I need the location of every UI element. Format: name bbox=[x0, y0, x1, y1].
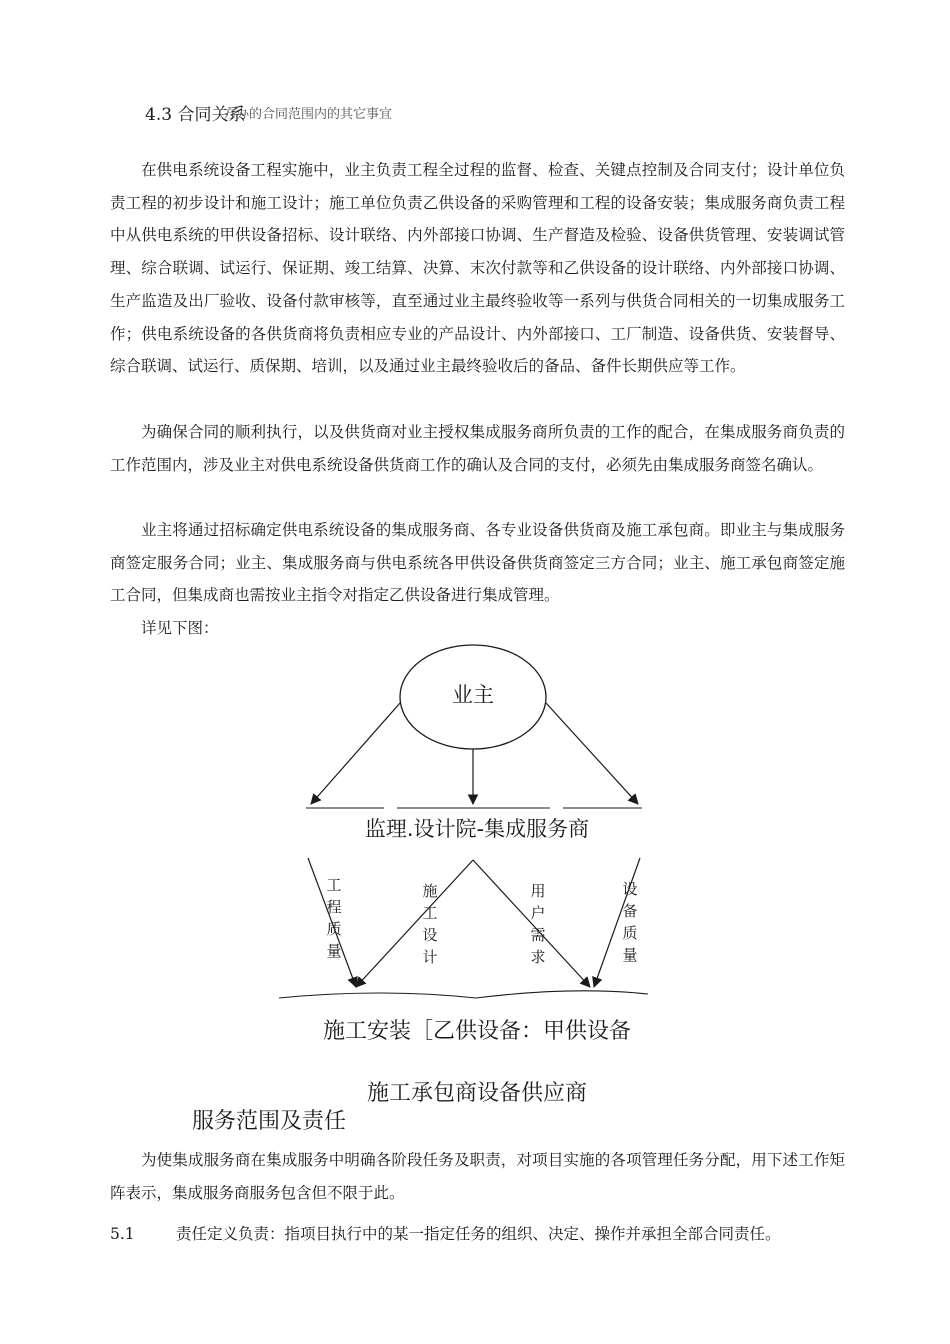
arrow-equipment-quality bbox=[594, 858, 640, 987]
svg-text:施: 施 bbox=[422, 882, 438, 900]
clause-text: 责任定义负责：指项目执行中的某一指定任务的组织、决定、操作并承担全部合同责任。 bbox=[176, 1225, 781, 1243]
svg-text:用: 用 bbox=[530, 882, 546, 900]
svg-text:设: 设 bbox=[422, 926, 438, 944]
arrow-user-demand bbox=[473, 860, 590, 987]
arrow-owner-to-integrator bbox=[546, 703, 638, 804]
svg-text:量: 量 bbox=[326, 942, 342, 960]
paragraph-service-intro: 为使集成服务商在集成服务中明确各阶段任务及职责，对项目实施的各项管理任务分配，用下述工作矩阵表示，集成服务商服务包含但不限于此。 bbox=[110, 1151, 845, 1202]
middle-row-label: 监理.设计院-集成服务商 bbox=[364, 817, 590, 841]
paragraph-confirmation: 为确保合同的顺利执行，以及供货商对业主授权集成服务商所负责的工作的配合，在集成服务商负责的工作范围内，涉及业主对供电系统设备供货商工作的确认及合同的支付，必须先由集成服务商签名确认。 bbox=[110, 423, 845, 474]
paragraph-responsibilities: 在供电系统设备工程实施中，业主负责工程全过程的监督、检查、关键点控制及合同支付；设计单位负责工程的初步设计和施工设计；施工单位负责乙供设备的采购管理和工程的设备安装；集成服务商负责工程中从供电系统的甲供设备招标、设计联络、内外部接口协调、生产督造及检验、设备供货管理、安装调试管理、综合联调、试运行、保证期、竣工结算、决算、末次付款等和乙供设备的设计联络、内外部接口协调、生产监造及出厂验收、设备付款审核等，直至通过业主最终验收等一系列与供货合同相关的一切集成服务工作；供电系统设备的各供货商将负责相应专业的产品设计、内外部接口、工厂制造、设备供货、安装督导、综合联调、试运行、质保期、培训，以及通过业主最终验收后的备品、备件长期供应等工作。 bbox=[110, 161, 845, 376]
svg-text:工: 工 bbox=[422, 904, 438, 922]
section-title: 服务范围及责任 bbox=[192, 1109, 347, 1134]
svg-text:程: 程 bbox=[326, 898, 342, 916]
heading-overlap-text: 方办的合同范围内的其它事宜 bbox=[223, 107, 393, 122]
heading-number: 4.3 bbox=[145, 105, 173, 125]
paragraph-see-figure: 详见下图： bbox=[141, 619, 219, 637]
owner-label: 业主 bbox=[452, 683, 494, 707]
svg-text:需: 需 bbox=[530, 926, 546, 944]
label-engineering-quality bbox=[326, 876, 341, 960]
svg-text:量: 量 bbox=[622, 946, 638, 964]
arrow-construction-design bbox=[356, 860, 473, 987]
bottom-row-label-2: 施工承包商设备供应商 bbox=[366, 1081, 588, 1106]
label-construction-design bbox=[422, 882, 437, 966]
clause-5-1 bbox=[110, 1222, 781, 1244]
label-equipment-quality bbox=[622, 880, 637, 964]
svg-text:设: 设 bbox=[622, 880, 638, 898]
svg-text:备: 备 bbox=[622, 902, 638, 920]
bottom-row-label: 施工安装［乙供设备：甲供设备 bbox=[322, 1019, 632, 1044]
svg-text:质: 质 bbox=[622, 924, 638, 942]
paragraph-tender: 业主将通过招标确定供电系统设备的集成服务商、各专业设备供货商及施工承包商。即业主与集成服务商签定服务合同；业主、集成服务商与供电系统各甲供设备供货商签定三方合同；业主、施工承包商签定施工合同，但集成商也需按业主指令对指定乙供设备进行集成管理。 bbox=[110, 521, 845, 605]
svg-text:户: 户 bbox=[530, 904, 546, 922]
heading-title: 合同关系 bbox=[177, 105, 246, 125]
arrow-owner-to-supervision bbox=[311, 703, 400, 804]
svg-text:计: 计 bbox=[422, 948, 438, 966]
clause-number: 5.1 bbox=[110, 1225, 135, 1243]
svg-text:求: 求 bbox=[530, 948, 546, 966]
svg-text:质: 质 bbox=[326, 920, 342, 938]
svg-text:工: 工 bbox=[326, 876, 342, 894]
bottom-brace-curve bbox=[279, 991, 648, 998]
